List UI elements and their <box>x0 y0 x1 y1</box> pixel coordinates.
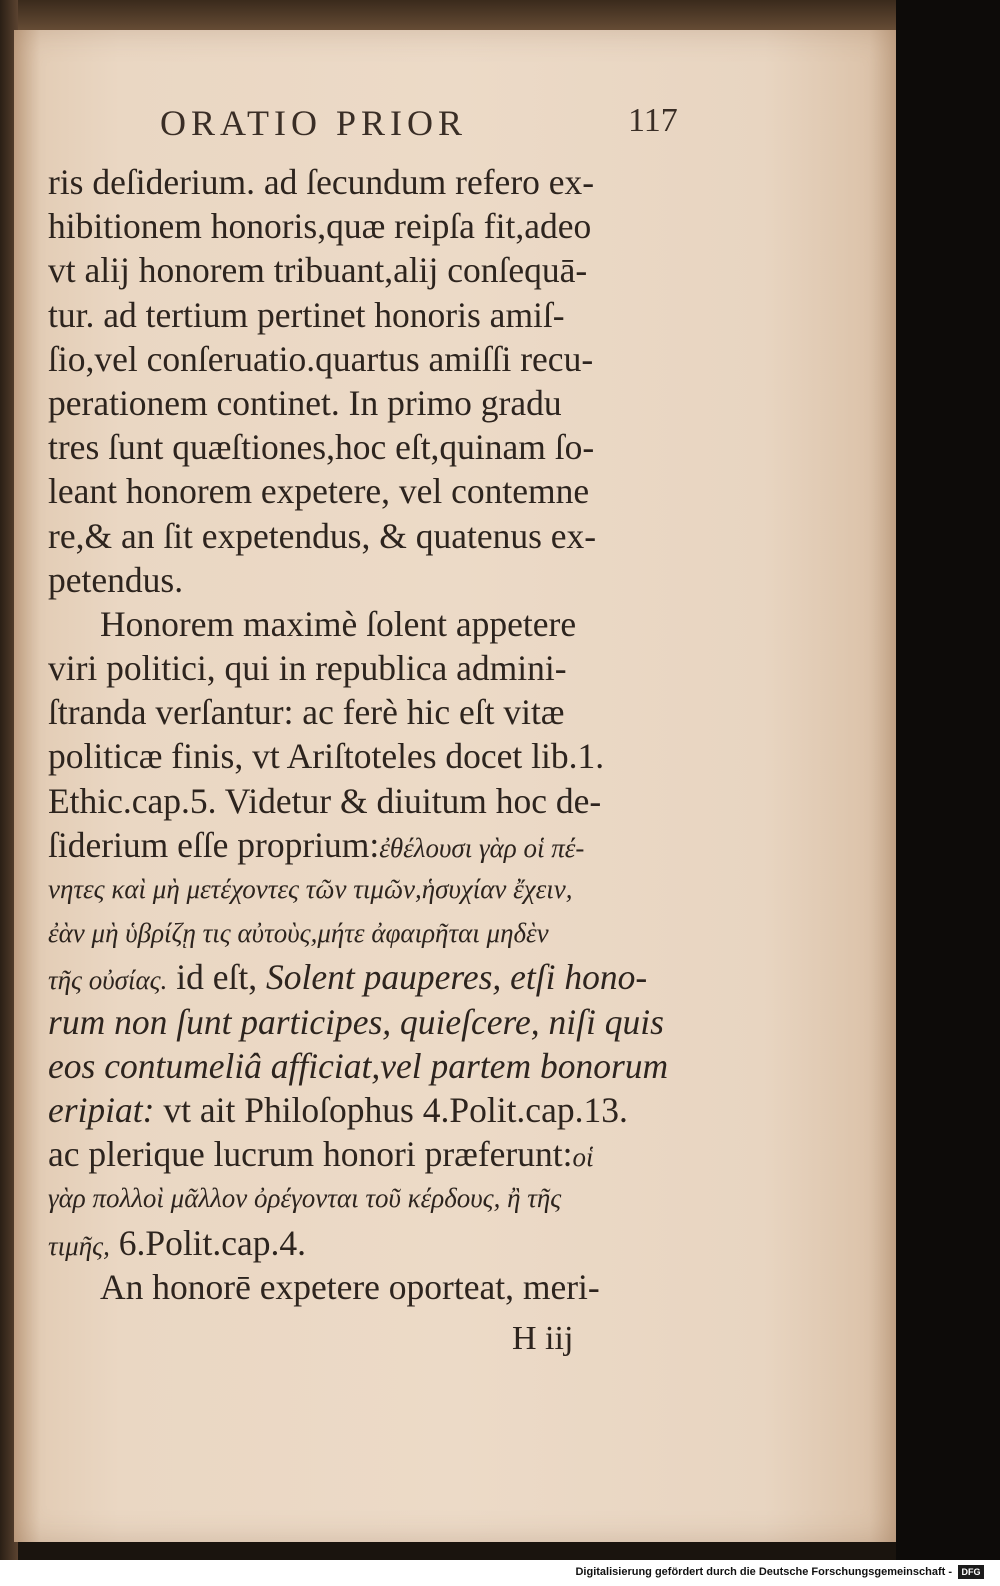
greek-quote: οἱ <box>572 1142 594 1173</box>
text-segment: ac plerique lucrum honori præferunt: <box>48 1134 573 1175</box>
text-line: tres ſunt quæſtiones,hoc eſt,quinam ſo- <box>48 427 595 468</box>
paragraph-start: An honorē expetere oporteat, meri- <box>100 1266 600 1307</box>
signature-mark: H iij <box>512 1320 574 1357</box>
text-line: ris deſiderium. ad ſecundum refero ex- <box>48 162 595 202</box>
greek-quote: ἐθέλουσι γὰρ οἱ πέ- <box>379 832 585 863</box>
footer-credit: Digitalisierung gefördert durch die Deutsche Forschungsgemeinschaft - <box>575 1566 952 1578</box>
text-line: perationem continet. In primo gradu <box>48 382 562 423</box>
greek-quote: τιμῆς, <box>48 1230 110 1261</box>
running-head: ORATIO PRIOR <box>160 103 468 143</box>
text-line <box>48 1132 698 1176</box>
italic-translation: Solent pauperes, etſi hono- <box>265 957 648 998</box>
text-segment: 6.Polit.cap.4. <box>109 1222 307 1263</box>
text-line <box>48 823 698 867</box>
text-line: Ethic.cap.5. Videtur & diuitum hoc de- <box>48 780 602 821</box>
text-line <box>48 955 698 999</box>
dfg-logo: DFG <box>958 1565 984 1579</box>
greek-line: νητες καὶ μὴ μετέχοντες τῶν τιμῶν,ἡσυχίαν ἔχειν, <box>48 874 573 904</box>
text-line <box>48 1221 698 1265</box>
text-line: politicæ finis, vt Ariſtoteles docet lib.1. <box>48 736 605 777</box>
text-line: ſio,vel conſeruatio.quartus amiſſi recu- <box>48 338 594 379</box>
book-top-edge <box>0 0 900 34</box>
paragraph-start: Honorem maximè ſolent appetere <box>100 603 577 644</box>
text-line <box>48 1088 698 1132</box>
text-segment: vt ait Philoſophus 4.Polit.cap.13. <box>154 1089 628 1130</box>
text-line: leant honorem expetere, vel contemne <box>48 471 590 512</box>
greek-line: ἐὰν μὴ ὑβρίζῃ τις αὐτοὺς,μήτε ἀφαιρῆται μηδὲν <box>48 918 549 949</box>
greek-quote: τῆς οὐσίας. <box>48 965 168 996</box>
italic-line: eos contumeliâ afficiat,vel partem bonorum <box>48 1045 669 1086</box>
text-line: tur. ad tertium pertinet honoris amiſ- <box>48 294 565 335</box>
text-segment: ſiderium eſſe proprium: <box>48 824 380 865</box>
text-line: hibitionem honoris,quæ reipſa fit,adeo <box>48 206 592 247</box>
italic-line: rum non ſunt participes, quieſcere, niſi quis <box>48 1001 664 1042</box>
text-line: ſtranda verſantur: ac ferè hic eſt vitæ <box>48 692 565 733</box>
text-line: vt alij honorem tribuant,alij conſequā- <box>48 250 588 291</box>
page-number: 117 <box>628 102 678 139</box>
scan-margin-right <box>896 0 1000 1560</box>
italic-translation: eripiat: <box>48 1089 155 1130</box>
greek-line: γὰρ πολλοὶ μᾶλλον ὀρέγονται τοῦ κέρδους, ἢ τῆς <box>48 1183 562 1214</box>
text-segment: id eſt, <box>167 957 266 998</box>
text-line: petendus. <box>48 559 184 600</box>
text-line: viri politici, qui in republica admini- <box>48 648 567 689</box>
page-body <box>48 160 698 1309</box>
text-line: re,& an ſit expetendus, & quatenus ex- <box>48 515 597 556</box>
